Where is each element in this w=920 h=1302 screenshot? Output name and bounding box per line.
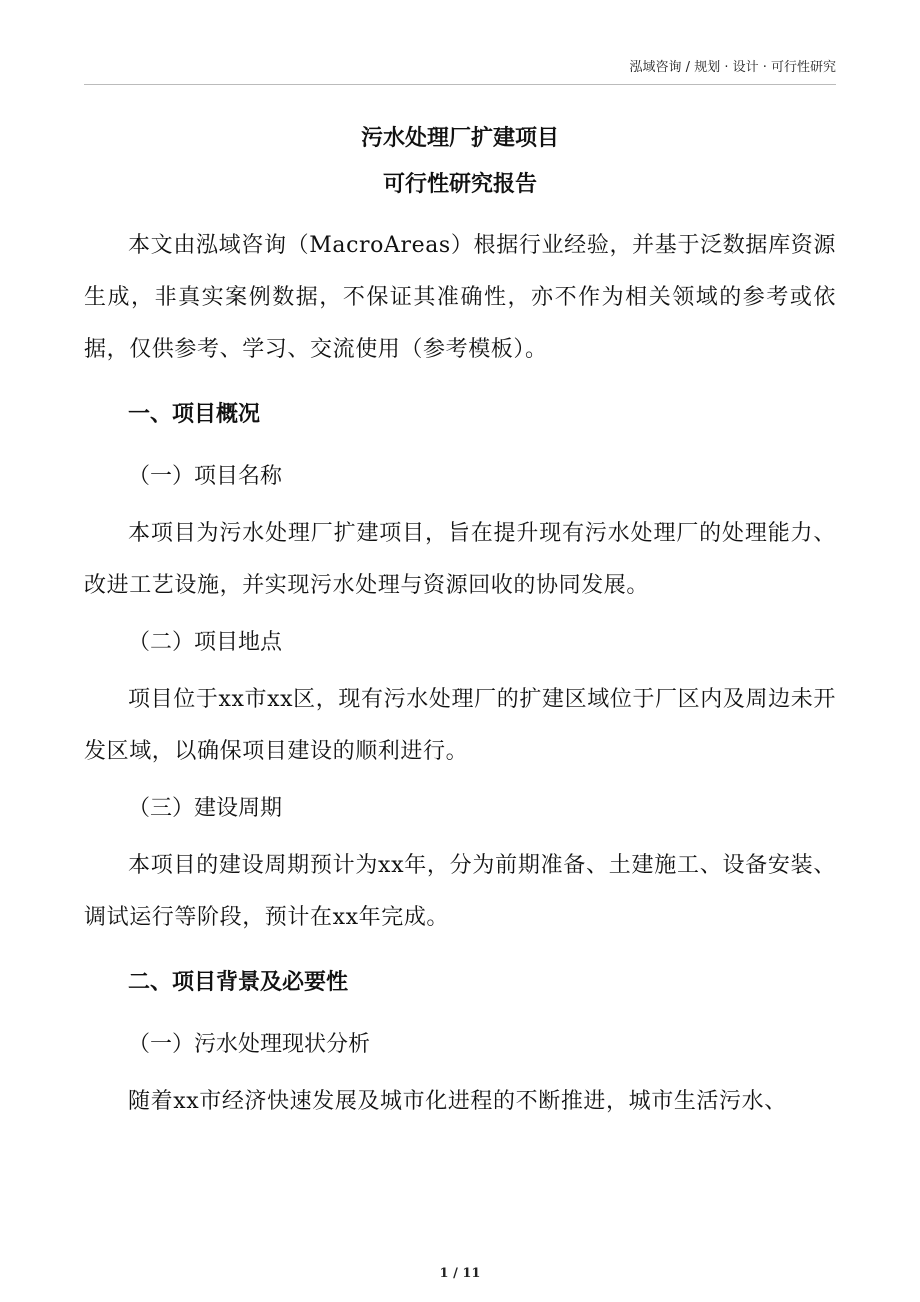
section-heading-overview: 一、项目概况 [128,402,261,427]
paragraph-construction-period: 本项目的建设周期预计为xx年，分为前期准备、土建施工、设备安装、调试运行等阶段，预计在xx年完成。 [84,853,836,930]
document-subtitle: 可行性研究报告 [382,172,537,197]
subsection-heading-project-name: （一）项目名称 [128,464,283,489]
document-title: 污水处理厂扩建项目 [360,126,559,151]
section-heading-background: 二、项目背景及必要性 [128,970,349,995]
paragraph-project-name: 本项目为污水处理厂扩建项目，旨在提升现有污水处理厂的处理能力、改进工艺设施，并实现污水处理与资源回收的协同发展。 [84,521,836,598]
paragraph-status-analysis: 随着xx市经济快速发展及城市化进程的不断推进，城市生活污水、 [128,1089,787,1114]
header-divider [84,84,836,85]
subsection-heading-construction-period: （三）建设周期 [128,796,283,821]
page-number: 1 / 11 [439,1266,481,1281]
subsection-heading-status-analysis: （一）污水处理现状分析 [128,1032,371,1057]
document-body [84,116,836,1128]
subsection-heading-project-location: （二）项目地点 [128,630,283,655]
paragraph-project-location: 项目位于xx市xx区，现有污水处理厂的扩建区域位于厂区内及周边未开发区域，以确保项目建设的顺利进行。 [84,687,836,764]
page-header: 泓域咨询 / 规划 · 设计 · 可行性研究 [629,60,836,75]
intro-paragraph: 本文由泓域咨询（MacroAreas）根据行业经验，并基于泛数据库资源生成，非真实案例数据，不保证其准确性，亦不作为相关领域的参考或依据，仅供参考、学习、交流使用（参考模板）。 [84,233,836,362]
